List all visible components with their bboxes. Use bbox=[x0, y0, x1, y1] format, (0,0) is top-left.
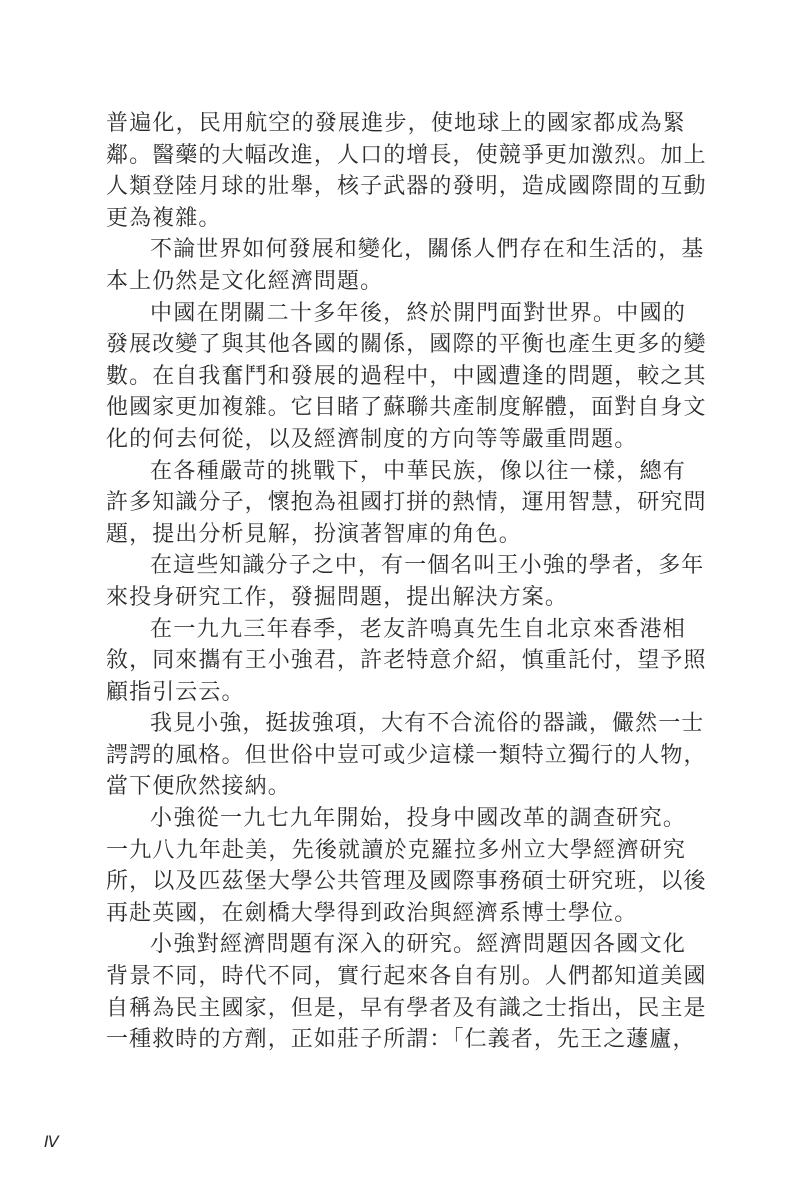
text-line: 在一九九三年春季，老友許鳴真先生自北京來香港相 bbox=[150, 616, 686, 642]
text-line: 許多知識分子，懷抱為祖國打拼的熱情，運用智慧，研究問 bbox=[106, 490, 707, 516]
text-line: 所，以及匹茲堡大學公共管理及國際事務碩士研究班，以後 bbox=[106, 869, 707, 895]
text-line: 普遍化，民用航空的發展進步，使地球上的國家都成為緊 bbox=[106, 111, 686, 136]
paragraph-4 bbox=[106, 456, 707, 551]
paragraph-5 bbox=[106, 550, 705, 613]
text-line: 在各種嚴苛的挑戰下，中華民族，像以往一樣，總有 bbox=[150, 458, 686, 484]
text-line: 小強對經濟問題有深入的研究。經濟問題因各國文化 bbox=[150, 932, 686, 958]
text-line: 我見小強，挺拔強項，大有不合流俗的器識，儼然一士 bbox=[150, 711, 705, 737]
text-line: 鄰。醫藥的大幅改進，人口的增長，使競爭更加激烈。加上 bbox=[106, 142, 707, 168]
text-line: 他國家更加複雜。它目睹了蘇聯共產制度解體，面對自身文 bbox=[106, 395, 707, 421]
paragraph-7 bbox=[106, 708, 707, 803]
text-line: 中國在閉關二十多年後，終於開門面對世界。中國的 bbox=[150, 300, 686, 326]
text-line: 一種救時的方劑，正如莊子所謂：「仁義者，先王之蘧廬， bbox=[106, 1027, 696, 1053]
paragraph-8 bbox=[106, 803, 707, 929]
text-line: 發展改變了與其他各國的關係，國際的平衡也產生更多的變 bbox=[106, 332, 707, 358]
text-line: 本上仍然是文化經濟問題。 bbox=[106, 268, 384, 294]
text-line: 顧指引云云。 bbox=[106, 679, 245, 705]
text-line: 在這些知識分子之中，有一個名叫王小強的學者，多年 bbox=[150, 553, 705, 579]
paragraph-2 bbox=[106, 234, 705, 297]
text-line: 題，提出分析見解，扮演著智庫的角色。 bbox=[106, 521, 522, 547]
text-line: 背景不同，時代不同，實行起來各自有別。人們都知道美國 bbox=[106, 964, 707, 990]
text-line: 小強從一九七九年開始，投身中國改革的調查研究。 bbox=[150, 806, 686, 832]
text-line: 一九八九年赴美，先後就讀於克羅拉多州立大學經濟研究 bbox=[106, 837, 686, 863]
text-line: 諤諤的風格。但世俗中豈可或少這樣一類特立獨行的人物， bbox=[106, 742, 707, 768]
page-number: Ⅳ bbox=[44, 1132, 59, 1151]
text-line: 再赴英國，在劍橋大學得到政治與經濟系博士學位。 bbox=[106, 900, 638, 926]
text-line: 人類登陸月球的壯舉，核子武器的發明，造成國際間的互動 bbox=[106, 174, 707, 200]
paragraph-3 bbox=[106, 298, 707, 456]
text-line: 數。在自我奮鬥和發展的過程中，中國遭逢的問題，較之其 bbox=[106, 363, 707, 389]
paragraph-6 bbox=[106, 614, 707, 709]
paragraph-1 bbox=[106, 108, 707, 234]
text-line: 自稱為民主國家，但是，早有學者及有識之士指出，民主是 bbox=[106, 995, 707, 1021]
text-line: 當下便欣然接納。 bbox=[106, 774, 291, 800]
text-line: 不論世界如何發展和變化，關係人們存在和生活的，基 bbox=[150, 237, 705, 263]
text-line: 敘，同來攜有王小強君，許老特意介紹，慎重託付，望予照 bbox=[106, 648, 707, 674]
paragraph-9 bbox=[106, 929, 707, 1055]
text-line: 更為複雜。 bbox=[106, 205, 222, 231]
text-line: 來投身研究工作，發掘問題，提出解決方案。 bbox=[106, 584, 569, 610]
body-text bbox=[106, 108, 707, 1056]
text-line: 化的何去何從，以及經濟制度的方向等等嚴重問題。 bbox=[106, 426, 638, 452]
